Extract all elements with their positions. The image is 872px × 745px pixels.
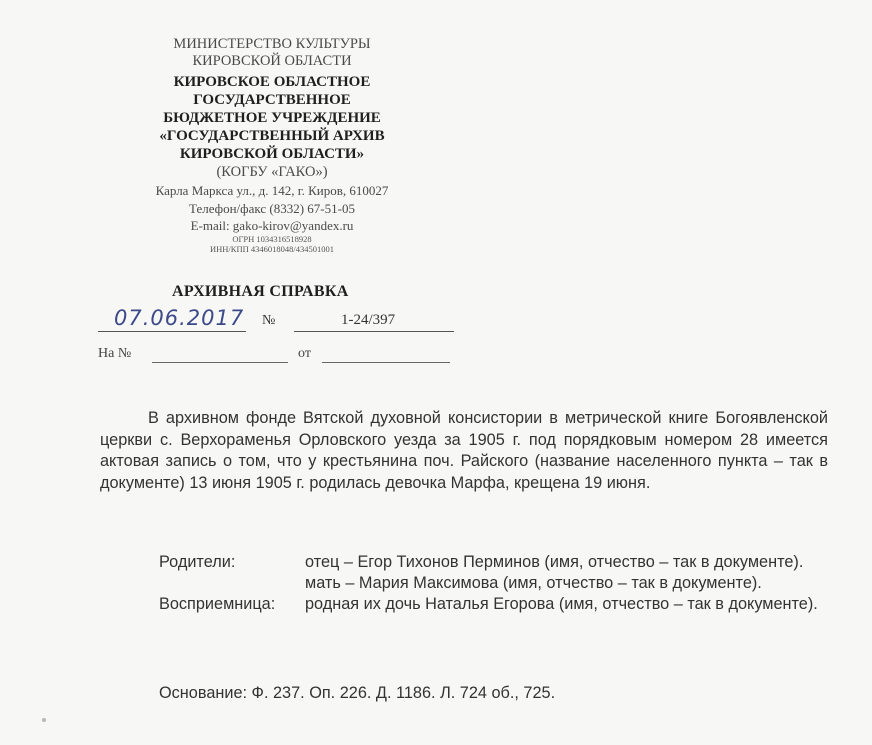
reference-number-blank [152, 362, 288, 363]
paper-speck [42, 718, 46, 722]
document-number: 1-24/397 [341, 312, 396, 328]
organization-name [122, 73, 422, 163]
address: Карла Маркса ул., д. 142, г. Киров, 610027 [155, 183, 389, 198]
handwritten-date: 07.06.2017 [114, 306, 245, 330]
ministry-line-2: КИРОВСКОЙ ОБЛАСТИ [192, 53, 352, 69]
father-text: отец – Егор Тихонов Перминов (имя, отчество – так в документе). [305, 553, 804, 571]
main-paragraph: В архивном фонде Вятской духовной консистории в метрической книге Богоявленской церкви с. Верхораменья Орловского уезда за 1905 г. под порядковым номером 28 имеется актовая запись о том, что у крестьянина поч. Райского (название населенного пункта – так в документе) 13 июня 1905 г. родилась девочка Марфа, крещена 19 июня. [100, 409, 828, 492]
ogrn: ОГРН 1034316518928 [232, 233, 312, 244]
letterhead [122, 36, 422, 254]
email: E-mail: gako-kirov@yandex.ru [190, 218, 354, 233]
reference-date-blank [322, 362, 450, 363]
parents-block [159, 552, 829, 615]
phone: Телефон/факс (8332) 67-51-05 [189, 200, 355, 216]
reference-from-label: от [298, 346, 311, 361]
reference-label: На № [98, 346, 132, 361]
ministry-line-1: МИНИСТЕРСТВО КУЛЬТУРЫ [173, 36, 371, 52]
basis-reference: Основание: Ф. 237. Оп. 226. Д. 1186. Л. 724 об., 725. [159, 684, 556, 702]
parents-label: Родители: [159, 553, 236, 571]
godmother-label: Восприемница: [159, 595, 276, 613]
org-short-name: (КОГБУ «ГАКО») [216, 164, 328, 180]
mother-row [159, 573, 829, 594]
godmother-row [159, 594, 829, 615]
parents-row [159, 552, 829, 573]
godmother-text: родная их дочь Наталья Егорова (имя, отчество – так в документе). [305, 595, 818, 613]
number-sign: № [262, 313, 276, 328]
document-title: АРХИВНАЯ СПРАВКА [172, 283, 349, 300]
org-line-4: «ГОСУДАРСТВЕННЫЙ АРХИВ [159, 128, 385, 144]
org-line-2: ГОСУДАРСТВЕННОЕ [193, 92, 351, 108]
inn-kpp: ИНН/КПП 4346018048/434501001 [210, 243, 334, 254]
org-line-3: БЮДЖЕТНОЕ УЧРЕЖДЕНИЕ [163, 110, 381, 126]
org-line-5: КИРОВСКОЙ ОБЛАСТИ» [179, 146, 365, 162]
org-line-1: КИРОВСКОЕ ОБЛАСТНОЕ [173, 74, 371, 90]
mother-text: мать – Мария Максимова (имя, отчество – так в документе). [305, 574, 762, 592]
